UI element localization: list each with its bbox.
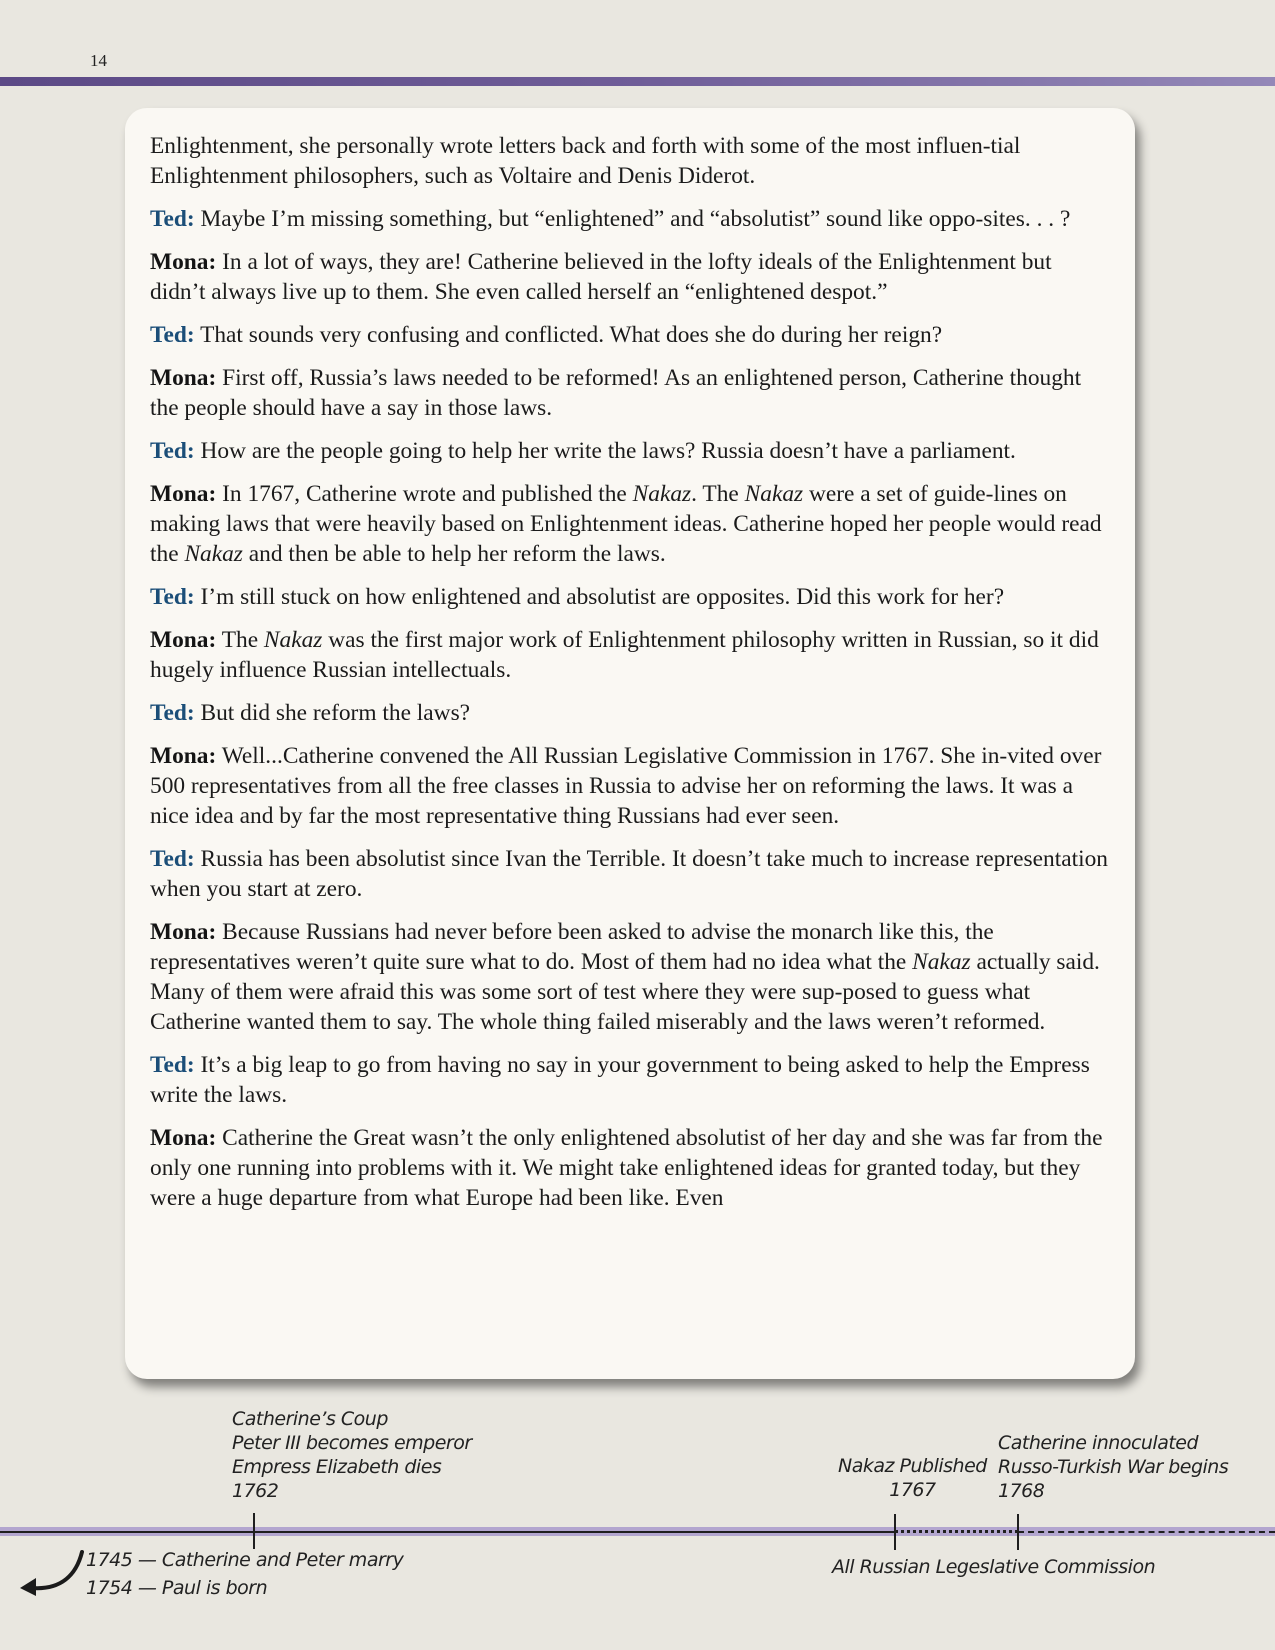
timeline-event: Nakaz Published <box>838 1455 987 1477</box>
timeline-event: Catherine’s Coup <box>232 1408 388 1430</box>
speaker-ted: Ted: <box>150 322 195 348</box>
timeline-events-1767 <box>838 1454 987 1502</box>
timeline-event: Russo-Turkish War begins <box>998 1456 1229 1478</box>
timeline-events-1768 <box>998 1431 1228 1503</box>
speaker-mona: Mona: <box>150 919 217 945</box>
speaker-mona: Mona: <box>150 1125 217 1151</box>
timeline-event: Peter III becomes emperor <box>232 1432 472 1454</box>
header-rule <box>0 77 1275 86</box>
dialogue-line-mona: Mona: In 1767, Catherine wrote and published the Nakaz. The Nakaz were a set of guide-lines on making laws that were heavily based on Enlightenment ideas. Catherine hoped her people would read the Nakaz and then be able to help her reform the laws. <box>150 481 1102 567</box>
timeline-line <box>0 1531 895 1533</box>
timeline-event: 1754 — Paul is born <box>86 1577 268 1599</box>
timeline-dotted-segment <box>895 1530 1018 1533</box>
dialogue-line-ted: Ted: That sounds very confusing and conflicted. What does she do during her reign? <box>150 322 943 348</box>
dialogue-line-ted: Ted: It’s a big leap to go from having no say in your government to being asked to help the Empress write the laws. <box>150 1052 1090 1108</box>
dialogue-body <box>150 131 1110 1226</box>
speaker-ted: Ted: <box>150 846 195 872</box>
page-number: 14 <box>90 51 107 70</box>
dialogue-line-ted: Ted: But did she reform the laws? <box>150 700 471 726</box>
dialogue-line-mona: Mona: First off, Russia’s laws needed to be reformed! As an enlightened person, Catherine thought the people should have a say in those laws. <box>150 365 1082 421</box>
timeline-tick-1767 <box>894 1514 896 1550</box>
speaker-ted: Ted: <box>150 1052 195 1078</box>
timeline-tick-1762 <box>253 1513 255 1549</box>
dialogue-line-mona: Mona: Catherine the Great wasn’t the only enlightened absolutist of her day and she was far from the only one running into problems with it. We might take enlightened ideas for granted today, but they were a huge departure from what Europe had been like. Even <box>150 1125 1103 1211</box>
timeline-year: 1768 <box>998 1480 1045 1502</box>
timeline-event: Empress Elizabeth dies <box>232 1456 442 1478</box>
timeline-year: 1767 <box>889 1479 936 1501</box>
speaker-mona: Mona: <box>150 743 217 769</box>
timeline-dashed-segment <box>1018 1531 1275 1533</box>
speaker-ted: Ted: <box>150 438 195 464</box>
dialogue-line-ted: Ted: Maybe I’m missing something, but “enlightened” and “absolutist” sound like oppo-sites. . . ? <box>150 206 1071 232</box>
speaker-ted: Ted: <box>150 700 195 726</box>
timeline-commission-label: All Russian Legeslative Commission <box>832 1556 1156 1578</box>
timeline-event: Catherine innoculated <box>998 1432 1199 1454</box>
timeline-earlier-events <box>86 1546 403 1602</box>
dialogue-line-mona: Mona: The Nakaz was the first major work of Enlightenment philosophy written in Russian, so it did hugely influence Russian intellectuals. <box>150 627 1099 683</box>
dialogue-line-intro: Enlightenment, she personally wrote letters back and forth with some of the most influen-tial Enlightenment philosophers, such as Voltaire and Denis Diderot. <box>150 133 1021 189</box>
speaker-mona: Mona: <box>150 249 217 275</box>
curved-arrow-icon <box>14 1548 86 1600</box>
timeline-event: 1745 — Catherine and Peter marry <box>86 1549 404 1571</box>
timeline-tick-1768 <box>1017 1514 1019 1550</box>
speaker-mona: Mona: <box>150 627 217 653</box>
speaker-ted: Ted: <box>150 206 195 232</box>
dialogue-line-mona: Mona: In a lot of ways, they are! Catherine believed in the lofty ideals of the Enlightenment but didn’t always live up to them. She even called herself an “enlightened despot.” <box>150 249 1052 305</box>
timeline-year: 1762 <box>232 1480 279 1502</box>
speaker-mona: Mona: <box>150 365 217 391</box>
timeline-events-1762 <box>232 1407 472 1503</box>
dialogue-line-ted: Ted: How are the people going to help her write the laws? Russia doesn’t have a parliament. <box>150 438 1016 464</box>
dialogue-line-mona: Mona: Well...Catherine convened the All Russian Legislative Commission in 1767. She in-vited over 500 representatives from all the free classes in Russia to advise her on reforming the laws. It was a nice idea and by far the most representative thing Russians had ever seen. <box>150 743 1102 829</box>
dialogue-line-ted: Ted: I’m still stuck on how enlightened and absolutist are opposites. Did this work for her? <box>150 584 1005 610</box>
speaker-mona: Mona: <box>150 481 217 507</box>
speaker-ted: Ted: <box>150 584 195 610</box>
dialogue-line-ted: Ted: Russia has been absolutist since Ivan the Terrible. It doesn’t take much to increase representation when you start at zero. <box>150 846 1108 902</box>
dialogue-line-mona: Mona: Because Russians had never before been asked to advise the monarch like this, the representatives weren’t quite sure what to do. Most of them had no idea what the Nakaz actually said. Many of them were afraid this was some sort of test where they were sup-posed to guess what Catherine wanted them to say. The whole thing failed miserably and the laws weren’t reformed. <box>150 919 1100 1035</box>
